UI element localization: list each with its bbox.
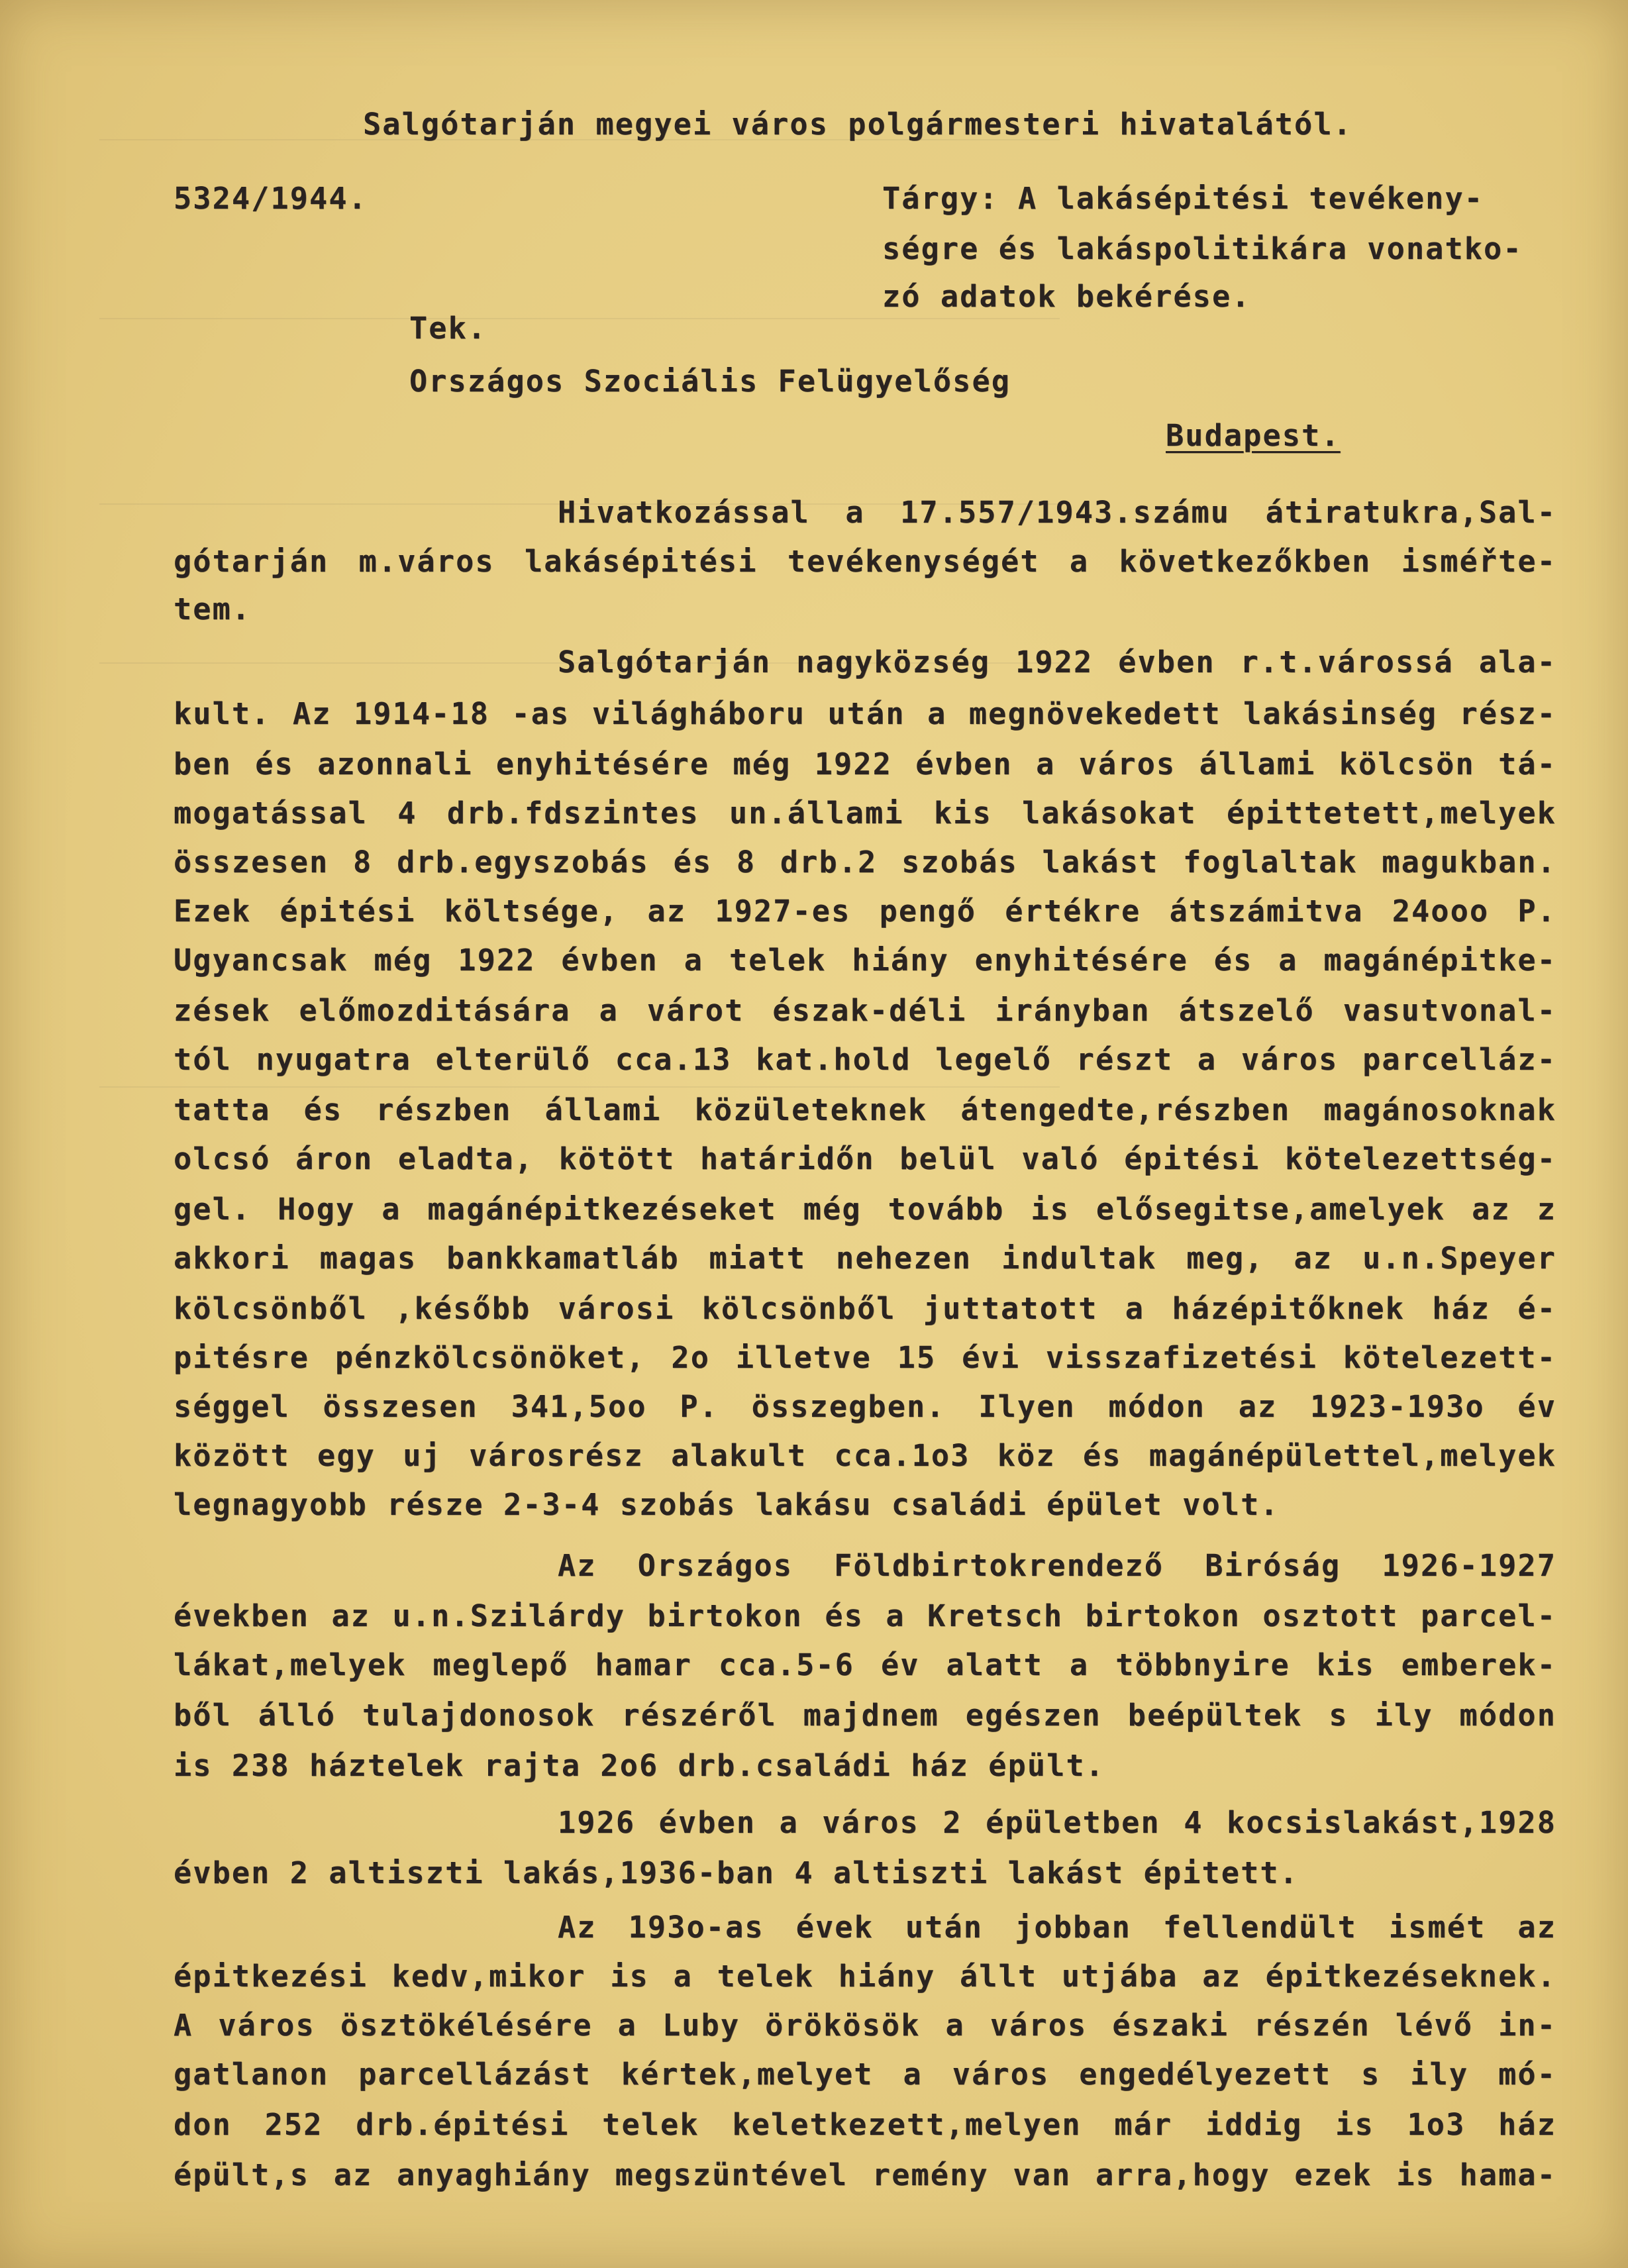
body-line: mogatással 4 drb.fdszintes un.állami kis lakásokat épittetett,melyek [174,796,1556,831]
body-line: gel. Hogy a magánépitkezéseket még tovább is elősegitse,amelyek az z [174,1192,1556,1227]
body-line: épült,s az anyaghiány megszüntével remény van arra,hogy ezek is hama- [174,2157,1556,2192]
body-line: Az 193o-as évek után jobban fellendült ismét az [558,1910,1556,1945]
bleed-through-mark [99,1086,1060,1088]
body-line: kölcsönből ,később városi kölcsönből juttatott a házépitőknek ház é- [174,1291,1556,1326]
body-line: Salgótarján nagyközség 1922 évben r.t.várossá ala- [558,644,1556,680]
body-line: gatlanon parcellázást kértek,melyet a város engedélyezett s ily mó- [174,2057,1556,2092]
subject-line: ségre és lakáspolitikára vonatko- [882,231,1523,266]
body-line: akkori magas bankkamatláb miatt nehezen indultak meg, az u.n.Speyer [174,1241,1556,1276]
bleed-through-mark [99,318,1060,319]
body-line: ből álló tulajdonosok részéről majdnem egészen beépültek s ily módon [174,1698,1556,1733]
body-line: Az Országos Földbirtokrendező Biróság 1926-1927 [558,1548,1556,1583]
subject-line: zó adatok bekérése. [882,279,1251,314]
body-line: 1926 évben a város 2 épületben 4 kocsislakást,1928 [558,1805,1556,1840]
reference-number: 5324/1944. [174,181,368,216]
body-line: zések előmozditására a várot észak-déli irányban átszelő vasutvonal- [174,993,1556,1028]
body-line: olcsó áron eladta, kötött határidőn belül való épitési kötelezettség- [174,1141,1556,1176]
body-line: Ugyancsak még 1922 évben a telek hiány enyhitésére és a magánépitke- [174,943,1556,978]
body-line: ben és azonnali enyhitésére még 1922 évben a város állami kölcsön tá- [174,747,1556,782]
body-line: gótarján m.város lakásépitési tevékenységét a következőkben isméřte- [174,544,1556,579]
recipient-city: Budapest. [1166,418,1341,453]
body-line: tem. [174,592,252,627]
salutation: Tek. [409,311,487,346]
body-line: épitkezési kedv,mikor is a telek hiány állt utjába az épitkezéseknek. [174,1959,1556,1994]
body-line: is 238 háztelek rajta 2o6 drb.családi ház épült. [174,1748,1105,1783]
body-line: években az u.n.Szilárdy birtokon és a Kretsch birtokon osztott parcel- [174,1598,1556,1633]
body-line: Ezek épitési költsége, az 1927-es pengő értékre átszámitva 24ooo P. [174,894,1556,929]
body-line: évben 2 altiszti lakás,1936-ban 4 altiszti lakást épitett. [174,1855,1299,1890]
body-line: tatta és részben állami közületeknek átengedte,részben magánosoknak [174,1092,1556,1127]
body-line: között egy uj városrész alakult cca.1o3 köz és magánépülettel,melyek [174,1438,1556,1473]
body-line: Hivatkozással a 17.557/1943.számu átiratukra,Sal- [558,495,1556,530]
body-line: legnagyobb része 2-3-4 szobás lakásu családi épület volt. [174,1487,1280,1522]
letterhead: Salgótarján megyei város polgármesteri hivatalától. [363,107,1352,142]
body-line: don 252 drb.épitési telek keletkezett,melyen már iddig is 1o3 ház [174,2107,1556,2142]
body-line: lákat,melyek meglepő hamar cca.5-6 év alatt a többnyire kis emberek- [174,1647,1556,1682]
body-line: A város ösztökélésére a Luby örökösök a város északi részén lévő in- [174,2008,1556,2043]
recipient: Országos Szociális Felügyelőség [409,364,1011,399]
subject-line: Tárgy: A lakásépitési tevékeny- [882,181,1484,216]
body-line: összesen 8 drb.egyszobás és 8 drb.2 szobás lakást foglaltak magukban. [174,845,1556,880]
body-line: pitésre pénzkölcsönöket, 2o illetve 15 évi visszafizetési kötelezett- [174,1340,1556,1375]
body-line: séggel összesen 341,5oo P. összegben. Ilyen módon az 1923-193o év [174,1389,1556,1424]
body-line: tól nyugatra elterülő cca.13 kat.hold legelő részt a város parcelláz- [174,1042,1556,1077]
body-line: kult. Az 1914-18 -as világháboru után a megnövekedett lakásinség rész- [174,696,1556,731]
